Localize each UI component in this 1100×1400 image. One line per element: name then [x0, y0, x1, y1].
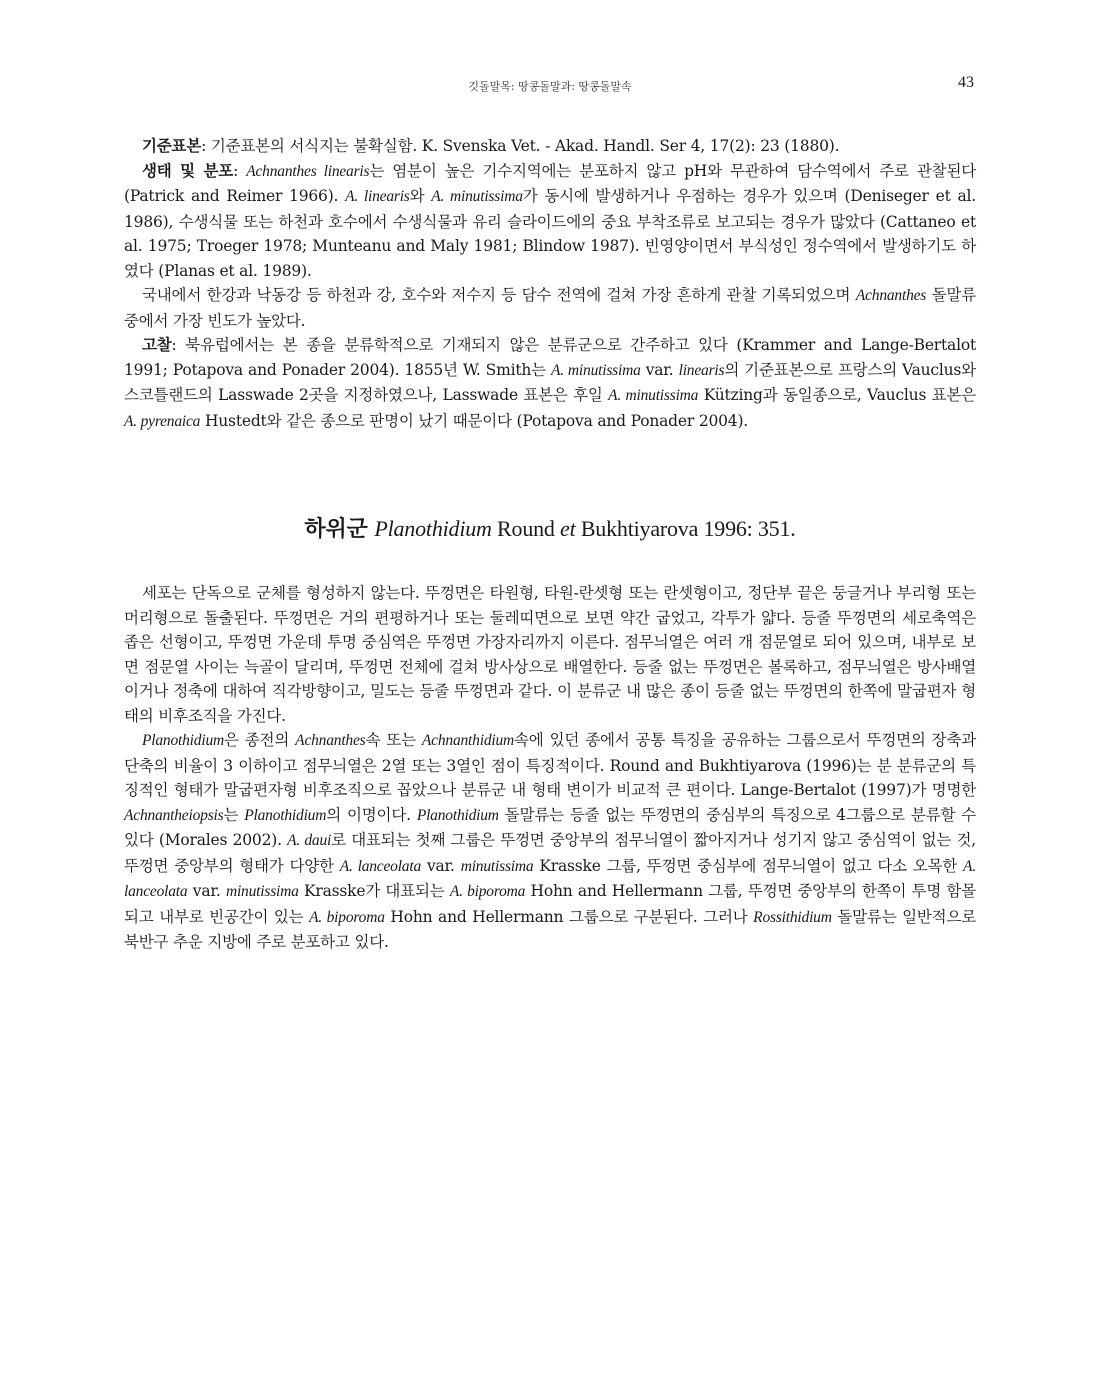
page-number: 43 — [958, 74, 974, 91]
ecology-label: 생태 및 분포 — [142, 160, 234, 180]
species-notes — [124, 134, 976, 434]
type-specimen-paragraph: 기준표본: 기준표본의 서식지는 불확실함. K. Svenska Vet. - Akad. Handl. Ser 4, 17(2): 23 (1880). — [142, 136, 840, 155]
type-specimen-label: 기준표본 — [142, 136, 202, 155]
korea-distribution-paragraph: 국내에서 한강과 낙동강 등 하천과 강, 호수와 저수지 등 담수 전역에 걸쳐 가장 흔하게 관찰 기록되었으며 Achnanthes 돌말류 중에서 가장 빈도가 높았다. — [124, 286, 977, 330]
taxonomy-paragraph: Planothidium은 종전의 Achnanthes속 또는 Achnanthidium속에 있던 종에서 공통 특징을 공유하는 그룹으로서 뚜껑면의 장축과 단축의 비율이 3 이하이고 점무늬열은 2열 또는 3열인 점이 특징적이다. Round and Bukhtiyarova (1996)는 분 분류군의 특징적인 형태가 말굽편자형 비후조직으로 꼽았으나 분류군 내 형태 변이가 비교적 큰 편이다. Lange-Bertalot (1997)가 명명한 Achnantheiopsis는 Planothidium의 이명이다. Planothidium 돌말류는 등줄 없는 뚜껑면의 중심부의 특징으로 4그룹으로 분류할 수 있다 (Morales 2002). A. daui로 대표되는 첫째 그룹은 뚜껑면 중앙부의 점무늬열이 짧아지거나 성기지 않고 중심역이 없는 것, 뚜껑면 중앙부의 형태가 다양한 A. lanceolata var. minutissima Krasske 그룹, 뚜껑면 중심부에 점무늬열이 없고 다소 오목한 A. lanceolata var. minutissima Krasske가 대표되는 A. biporoma Hohn and Hellermann 그룹, 뚜껑면 중앙부의 한쪽이 투명 함몰되고 내부로 빈공간이 있는 A. biporoma Hohn and Hellermann 그룹으로 구분된다. 그러나 Rossithidium 돌말류는 일반적으로 북반구 추운 지방에 주로 분포하고 있다. — [124, 731, 976, 951]
morphology-paragraph: 세포는 단독으로 군체를 형성하지 않는다. 뚜껑면은 타원형, 타원-란셋형 또는 란셋형이고, 정단부 끝은 둥글거나 부리형 또는 머리형으로 돌출된다. 뚜껑면은 거의 편평하거나 또는 둘레띠면으로 보면 약간 굽었고, 각투가 얇다. 등줄 뚜껑면의 세로축역은 좁은 선형이고, 뚜껑면 가운데 투명 중심역은 뚜껑면 가장자리까지 이른다. 점무늬열은 여러 개 점문열로 되어 있으며, 내부로 보면 점문열 사이는 늑골이 달리며, 뚜껑면 전체에 걸쳐 방사상으로 배열한다. 등줄 없는 뚜껑면은 볼록하고, 점무늬열은 방사배열이거나 정축에 대하여 직각방향이고, 밀도는 등줄 뚜껑면과 같다. 이 분류군 내 많은 종이 등줄 없는 뚜껑면의 한쪽에 말굽편자 형태의 비후조직을 가진다. — [124, 584, 976, 725]
subgenus-description — [124, 581, 976, 955]
subgenus-heading: 하위군 Planothidium Round et Bukhtiyarova 1996: 351. — [304, 516, 796, 542]
running-title: 깃돌말목: 땅콩돌말과: 땅콩돌말속 — [468, 80, 632, 93]
remarks-label: 고찰 — [142, 335, 172, 354]
ecology-paragraph: 생태 및 분포: Achnanthes linearis는 염분이 높은 기수지역에는 분포하지 않고 pH와 무관하여 담수역에서 주로 관찰된다 (Patrick and Reimer 1966). A. linearis와 A. minutissima가 동시에 발생하거나 우점하는 경우가 있으며 (Deniseger et al. 1986), 수생식물 또는 하천과 호수에서 수생식물과 유리 슬라이드에의 중요 부착조류로 보고되는 경우가 많았다 (Cattaneo et al. 1975; Troeger 1978; Munteanu and Maly 1981; Blindow 1987). 빈영양이면서 부식성인 정수역에서 발생하기도 하였다 (Planas et al. 1989). — [124, 160, 976, 280]
running-header — [124, 70, 976, 100]
remarks-paragraph: 고찰: 북유럽에서는 본 종을 분류학적으로 기재되지 않은 분류군으로 간주하고 있다 (Krammer and Lange-Bertalot 1991; Potapova and Ponader 2004). 1855년 W. Smith는 A. minutissima var. linearis의 기준표본으로 프랑스의 Vauclus와 스코틀랜드의 Lasswade 2곳을 지정하였으나, Lasswade 표본은 후일 A. minutissima Kützing과 동일종으로, Vauclus 표본은 A. pyrenaica Hustedt와 같은 종으로 판명이 났기 때문이다 (Potapova and Ponader 2004). — [124, 335, 976, 430]
document-page — [124, 70, 976, 955]
